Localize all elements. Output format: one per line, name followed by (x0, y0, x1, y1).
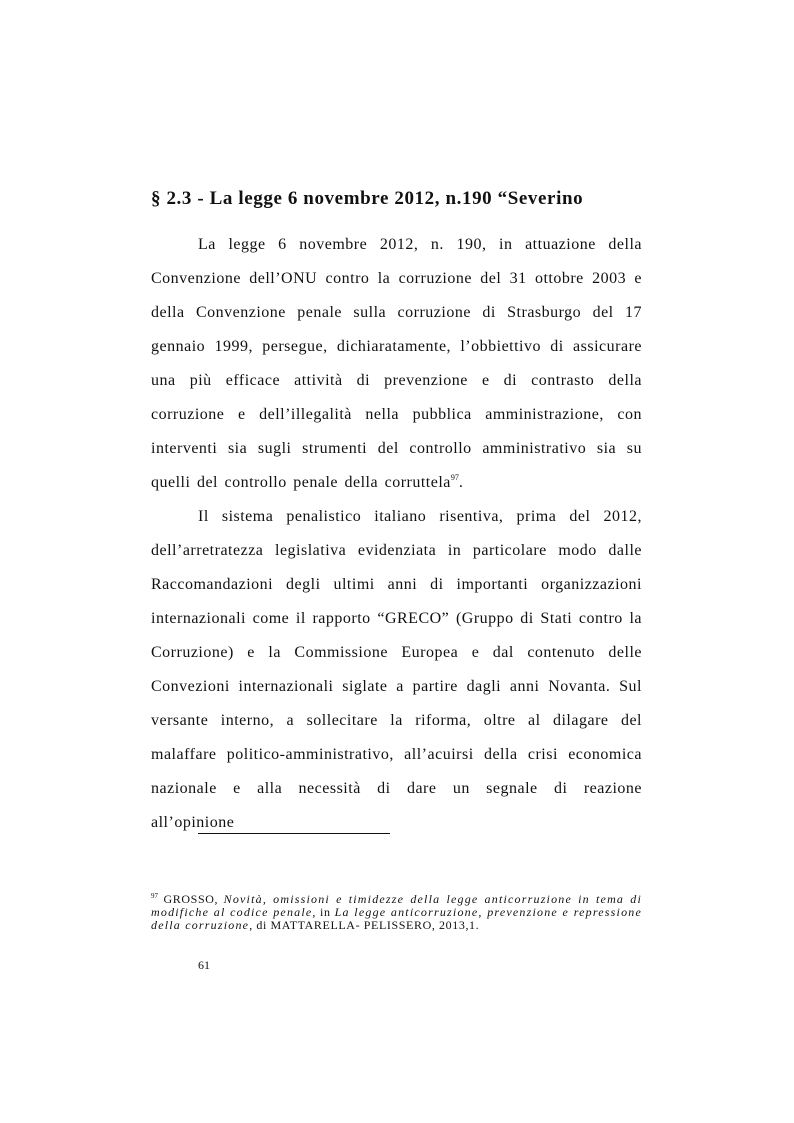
footnote-separator (198, 833, 390, 834)
body-text (151, 228, 642, 840)
footnote-title: Novità, omissioni e timidezze della legge anticorruzione in tema di modifiche al codice penale (151, 892, 642, 919)
paragraph-end-punctuation: . (458, 474, 464, 491)
section-heading: § 2.3 - La legge 6 novembre 2012, n.190 “Severino (151, 188, 584, 209)
page-number: 61 (198, 958, 210, 972)
footnote-reference[interactable]: 97 (450, 473, 459, 482)
paragraph (151, 228, 642, 500)
paragraph-text: La legge 6 novembre 2012, n. 190, in attuazione della Convenzione dell’ONU contro la corruzione del 31 ottobre 2003 e della Convenzione penale sulla corruzione di Strasburgo del 17 gennaio 1999, persegue, dichiaratamente, l’obbiettivo di assicurare una più efficace attività di prevenzione e di contrasto della corruzione e dell’illegalità nella pubblica amministrazione, con interventi sia sugli strumenti del controllo amministrativo sia su quelli del controllo penale della corruttela (151, 236, 642, 491)
paragraph (151, 500, 642, 840)
paragraph-text: Il sistema penalistico italiano risentiva, prima del 2012, dell’arretratezza legislativa evidenziata in particolare modo dalle Raccomandazioni degli ultimi anni di importanti organizzazioni internazionali come il rapporto “GRECO” (Gruppo di Stati contro la Corruzione) e la Commissione Europea e dal contenuto delle Convezioni internazionali siglate a partire dagli anni Novanta. Sul versante interno, a sollecitare la riforma, oltre al dilagare del malaffare politico-amministrativo, all’acuirsi della crisi economica nazionale e alla necessità di dare un segnale di reazione all’opinione (151, 508, 642, 831)
footnote (151, 893, 642, 932)
footnote-source: La legge anticorruzione, prevenzione e repressione della corruzione (151, 905, 642, 932)
footnote-number: 97 (151, 892, 158, 900)
footnote-author: GROSSO, (163, 892, 219, 906)
footnote-separator-text: , in (312, 905, 331, 919)
footnote-rest: , di MATTARELLA- PELISSERO, 2013,1. (249, 918, 480, 932)
